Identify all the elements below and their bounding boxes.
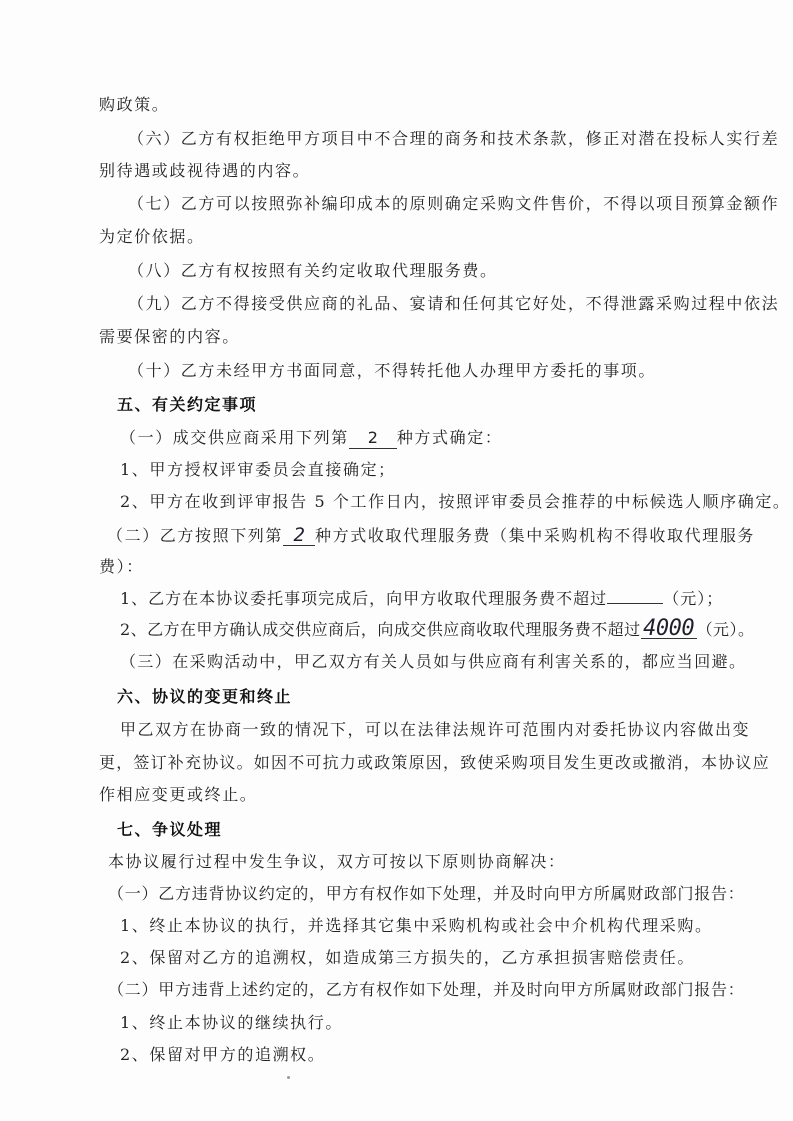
scan-speck (287, 1076, 290, 1079)
text-line: （七）乙方可以按照弥补编印成本的原则确定采购文件售价，不得以项目预算金额作 (128, 194, 780, 213)
handwritten-blank: 2 (283, 525, 315, 546)
text-fragment: （一）成交供应商采用下列第 (120, 428, 349, 447)
text-line: 2、保留对乙方的追溯权，如造成第三方损失的，乙方承担损害赔偿责任。 (120, 948, 695, 967)
text-line: 需要保密的内容。 (99, 327, 240, 346)
text-fragment: 2、乙方在甲方确认成交供应商后，向成交供应商收取代理服务费不超过 (120, 620, 641, 639)
text-line: 费）： (99, 557, 144, 576)
text-line: 为定价依据。 (99, 227, 205, 246)
fill-in-blank: 2 (349, 428, 397, 449)
text-line (120, 616, 755, 641)
text-line: 2、保留对甲方的追溯权。 (120, 1045, 326, 1064)
empty-blank (607, 589, 663, 604)
text-line: 购政策。 (99, 95, 170, 114)
text-fragment: 种方式收取代理服务费（集中采购机构不得收取代理服务 (315, 526, 756, 545)
text-line: （十）乙方未经甲方书面同意，不得转托他人办理甲方委托的事项。 (128, 361, 657, 380)
text-fragment: （元）。 (696, 620, 755, 639)
text-line: 2、甲方在收到评审报告 5 个工作日内，按照评审委员会推荐的中标候选人顺序确定。 (120, 492, 791, 511)
section-7-heading: 七、争议处理 (117, 820, 223, 839)
text-line: （九）乙方不得接受供应商的礼品、宴请和任何其它好处，不得泄露采购过程中依法 (128, 294, 780, 313)
text-line: 1、终止本协议的执行，并选择其它集中采购机构或社会中介机构代理采购。 (120, 916, 713, 935)
text-fragment: 种方式确定： (396, 428, 503, 447)
section-6-heading: 六、协议的变更和终止 (117, 687, 293, 706)
text-line: （八）乙方有权按照有关约定收取代理服务费。 (128, 261, 498, 280)
text-line: 别待遇或歧视待遇的内容。 (99, 161, 311, 180)
handwritten-blank: 4000 (641, 620, 697, 639)
text-line: 本协议履行过程中发生争议，双方可按以下原则协商解决： (108, 852, 566, 871)
text-line: 甲乙双方在协商一致的情况下，可以在法律法规许可范围内对委托协议内容做出变 (120, 720, 751, 739)
text-fragment: （元）； (663, 589, 724, 608)
text-line: 作相应变更或终止。 (99, 785, 258, 804)
text-line (107, 525, 755, 546)
text-line: 1、甲方授权评审委员会直接确定； (120, 460, 396, 479)
text-line (120, 589, 723, 609)
text-line: （六）乙方有权拒绝甲方项目中不合理的商务和技术条款，修正对潜在投标人实行差 (128, 129, 780, 148)
text-line: 更，签订补充协议。如因不可抗力或政策原因，致使采购项目发生更改或撤消，本协议应 (99, 753, 770, 772)
text-fragment: （二）乙方按照下列第 (107, 526, 284, 545)
text-fragment: 1、乙方在本协议委托事项完成后，向甲方收取代理服务费不超过 (120, 589, 608, 608)
text-line: 1、终止本协议的继续执行。 (120, 1013, 343, 1032)
text-line: （一）乙方违背协议约定的，甲方有权作如下处理，并及时向甲方所属财政部门报告： (108, 884, 745, 903)
section-5-heading: 五、有关约定事项 (117, 395, 258, 414)
text-line: （三）在采购活动中，甲乙双方有关人员如与供应商有利害关系的，都应当回避。 (120, 652, 747, 671)
text-line: （二）甲方违背上述约定的，乙方有权作如下处理，并及时向甲方所属财政部门报告： (108, 980, 745, 999)
text-line (120, 428, 502, 449)
